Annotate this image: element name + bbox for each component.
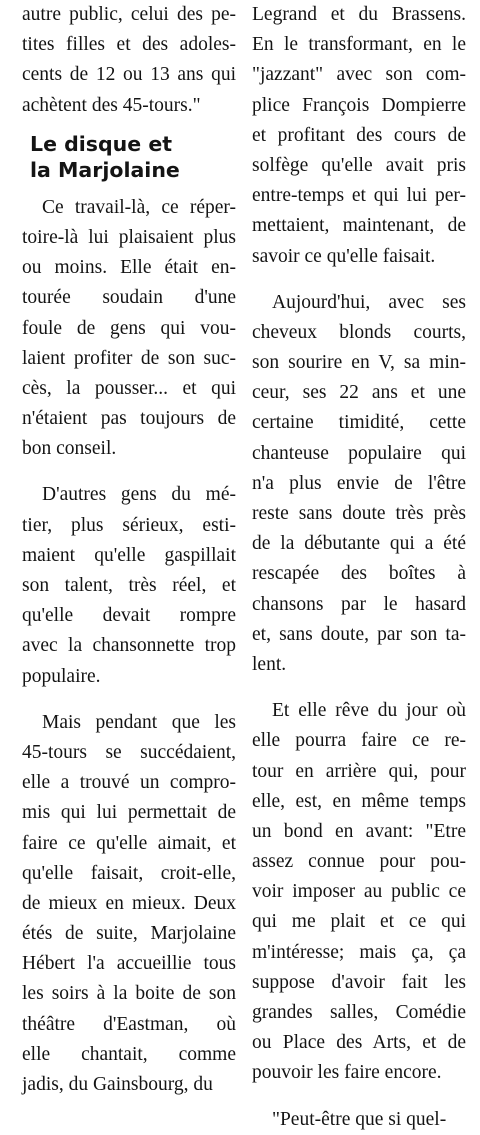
text-line: autre public, celui des pe-: [22, 4, 236, 25]
text-line: elle a trouvé un compro-: [22, 772, 236, 794]
text-line: Ce travail-là, ce réper-: [42, 196, 236, 218]
text-line: et profitant des cours de: [252, 124, 466, 146]
text-line: mis qui lui permettait de: [22, 802, 236, 824]
text-line: assez connue pour pou-: [252, 851, 466, 873]
text-line: reste sans doute très près: [252, 503, 466, 524]
text-line: suppose d'avoir fait les: [252, 971, 466, 993]
left-column: [22, 0, 236, 1100]
text-line: elle, est, en même temps: [252, 790, 466, 812]
left-paragraph-2: [22, 480, 236, 691]
right-paragraph-2: [252, 696, 466, 1088]
text-line: n'a plus envie de l'être: [252, 472, 466, 494]
text-line: m'intéresse; mais ça, ça: [252, 941, 466, 963]
text-line: qu'elle faisait, croit-elle,: [22, 862, 236, 884]
text-line: tourée soudain d'une: [22, 287, 236, 309]
text-line: faire ce qu'elle aimait, et: [22, 832, 236, 854]
text-line: 45-tours se succédaient,: [22, 741, 236, 763]
text-line: maient qu'elle gaspillait: [22, 544, 236, 566]
text-line: grandes salles, Comédie: [252, 1002, 466, 1023]
text-line: mettaient, maintenant, de: [252, 215, 466, 237]
text-line: son sourire en V, sa min-: [252, 352, 466, 374]
text-line: "Peut-être que si quel-: [272, 1108, 447, 1130]
text-line: elle chantait, comme: [22, 1043, 236, 1065]
text-line: ceur, ses 22 ans et une: [252, 382, 466, 404]
text-line: voir imposer au public ce: [252, 881, 466, 903]
text-line: jadis, du Gainsbourg, du: [22, 1074, 213, 1095]
text-line: avec la chansonnette trop: [22, 635, 236, 657]
text-line: théâtre d'Eastman, où: [22, 1013, 236, 1035]
text-line: elle pourra faire ce re-: [252, 730, 466, 752]
text-line: "jazzant" avec son com-: [252, 64, 466, 86]
text-line: bon conseil.: [22, 438, 117, 460]
text-line: Legrand et du Brassens.: [252, 4, 466, 25]
text-line: son talent, très réel, et: [22, 575, 236, 596]
text-line: ou moins. Elle était en-: [22, 257, 236, 279]
text-line: populaire.: [22, 665, 101, 687]
text-line: solfège qu'elle avait pris: [252, 154, 466, 176]
text-line: chanteuse populaire qui: [252, 442, 466, 464]
text-line: tites filles et des adoles-: [22, 34, 236, 56]
text-line: certaine timidité, cette: [252, 412, 466, 434]
right-paragraph-3: [252, 1105, 466, 1135]
text-line: chansons par le hasard: [252, 593, 466, 615]
subheading-line-1: Le disque et: [30, 131, 173, 156]
subheading: [22, 131, 236, 183]
text-line: Hébert l'a accueillie tous: [22, 953, 236, 975]
text-line: n'étaient pas toujours de: [22, 408, 236, 430]
text-line: qu'elle devait rompre: [22, 605, 236, 627]
text-line: laient profiter de son suc-: [22, 347, 236, 369]
text-line: tier, plus sérieux, esti-: [22, 514, 236, 536]
subheading-line-2: la Marjolaine: [30, 157, 180, 182]
text-line: Aujourd'hui, avec ses: [272, 291, 466, 313]
text-line: rescapée des boîtes à: [252, 563, 466, 585]
text-line: En le transformant, en le: [252, 34, 466, 56]
text-line: lent.: [252, 653, 287, 675]
text-line: qui me plait et ce qui: [252, 911, 466, 933]
text-line: cheveux blonds courts,: [252, 321, 466, 343]
text-line: de la débutante qui a été: [252, 533, 466, 555]
text-line: foule de gens qui vou-: [22, 317, 236, 339]
text-line: étés de suite, Marjolaine: [22, 923, 236, 945]
left-paragraph-3: [22, 708, 236, 1100]
left-intro: [22, 0, 236, 121]
text-line: plice François Dompierre: [252, 94, 466, 116]
text-line: toire-là lui plaisaient plus: [22, 226, 236, 248]
text-line: les soirs à la boite de son: [22, 983, 236, 1005]
text-line: savoir ce qu'elle faisait.: [252, 245, 436, 267]
right-paragraph-1: [252, 288, 466, 680]
right-column: [252, 0, 466, 1135]
text-line: ou Place des Arts, et de: [252, 1032, 466, 1054]
text-line: tour en arrière qui, pour: [252, 760, 466, 782]
text-line: cès, la pousser... et qui: [22, 377, 236, 399]
text-line: entre-temps et qui lui per-: [252, 185, 466, 207]
right-intro: [252, 0, 466, 272]
text-line: Et elle rêve du jour où: [272, 700, 466, 722]
text-line: pouvoir les faire encore.: [252, 1062, 442, 1084]
text-line: cents de 12 ou 13 ans qui: [22, 64, 236, 86]
text-line: de mieux en mieux. Deux: [22, 892, 236, 914]
text-line: Mais pendant que les: [42, 711, 236, 733]
left-paragraph-1: [22, 193, 236, 465]
text-line: D'autres gens du mé-: [42, 484, 236, 506]
text-line: et, sans doute, par son ta-: [252, 623, 466, 645]
text-line: achètent des 45-tours.": [22, 94, 201, 116]
text-line: un bond en avant: "Etre: [252, 820, 466, 842]
